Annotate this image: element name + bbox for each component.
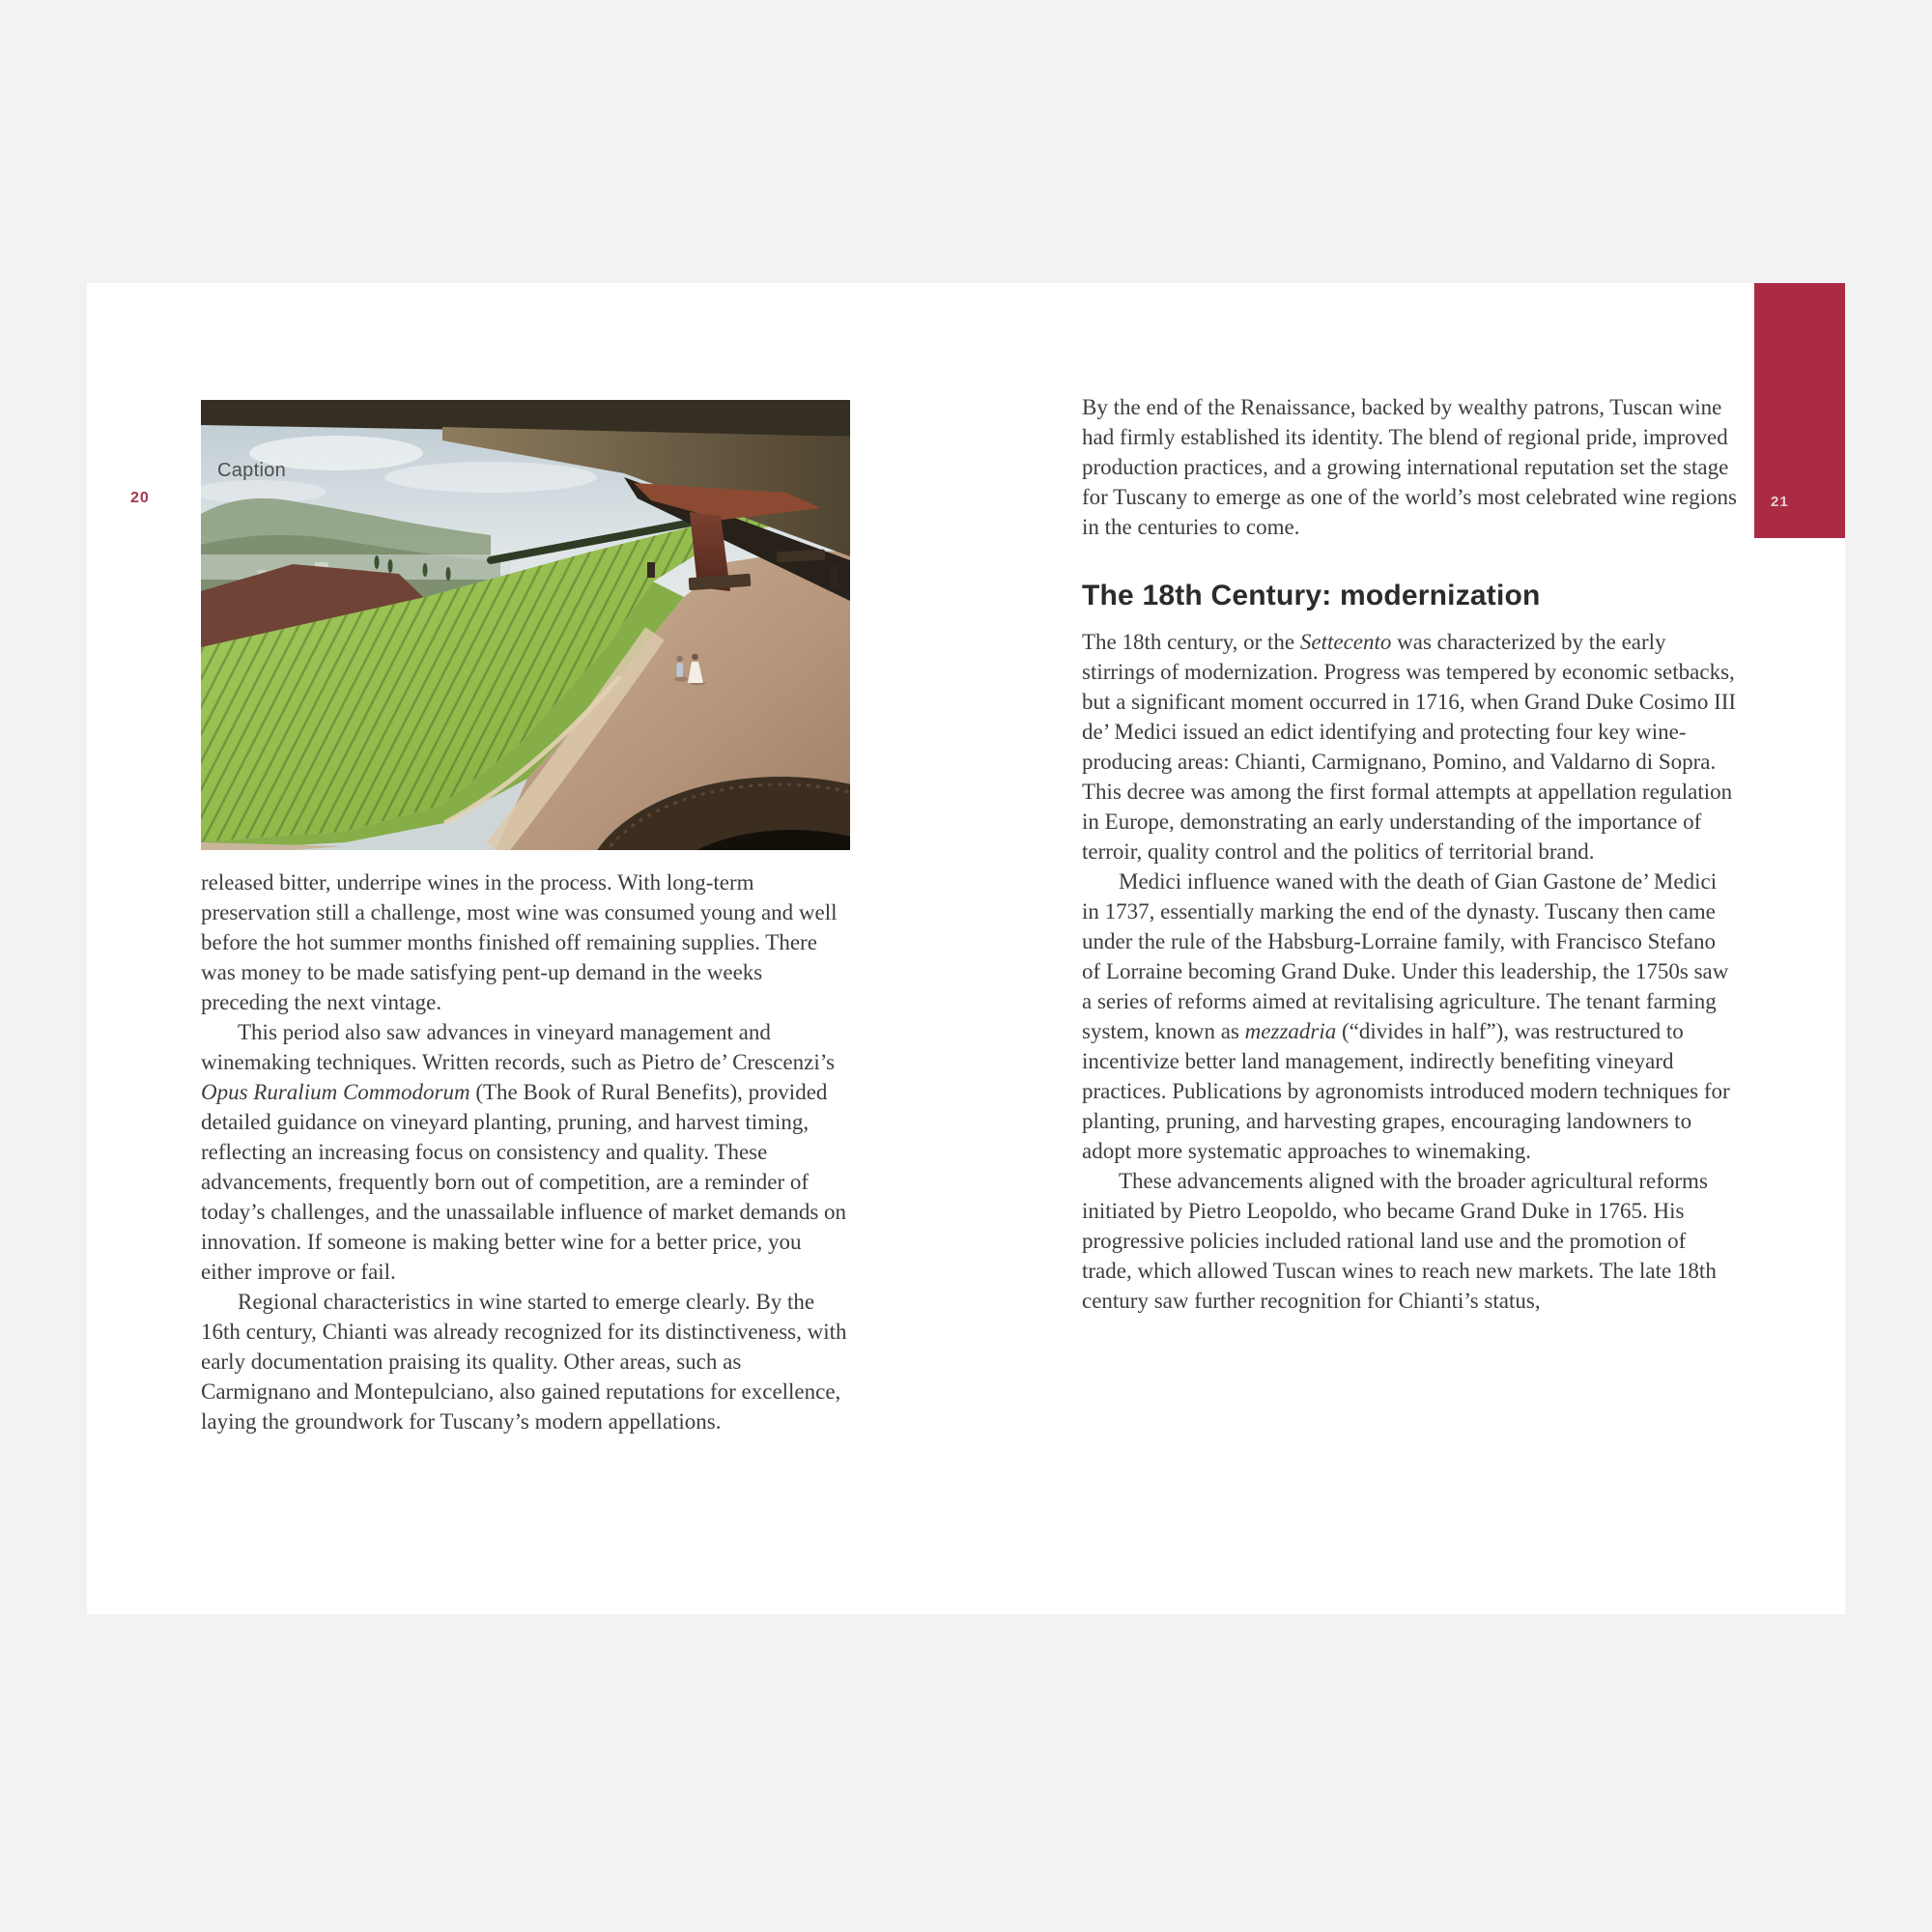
book-page-spread [87, 283, 1845, 1614]
body-paragraph: By the end of the Renaissance, backed by wealthy patrons, Tuscan wine had firmly established its identity. The blend of regional pride, improved production practices, and a growing international reputation set the stage for Tuscany to emerge as one of the world’s most celebrated wine regions in the centuries to come. [1082, 395, 1737, 539]
body-paragraph: The 18th century, or the Settecento was characterized by the early stirrings of modernization. Progress was tempered by economic setbacks, but a significant moment occurred in 1716, when Grand Duke Cosimo III de’ Medici issued an edict identifying and protecting four key wine-producing areas: Chianti, Carmignano, Pomino, and Valdarno di Sopra. This decree was among the first formal attempts at appellation regulation in Europe, demonstrating an early understanding of the importance of terroir, quality control and the politics of territorial brand. [1082, 630, 1737, 864]
left-text-column [201, 867, 854, 1436]
body-paragraph: Medici influence waned with the death of Gian Gastone de’ Medici in 1737, essentially marking the end of the dynasty. Tuscany then came under the rule of the Habsburg-Lorraine family, with Francisco Stefano of Lorraine becoming Grand Duke. Under this leadership, the 1750s saw a series of reforms aimed at revitalising agriculture. The tenant farming system, known as mezzadria (“divides in half”), was restructured to incentivize better land management, indirectly benefiting vineyard practices. Publications by agronomists introduced modern techniques for planting, pruning, and harvesting grapes, encouraging landowners to adopt more systematic approaches to winemaking. [1082, 869, 1730, 1163]
body-paragraph: released bitter, underripe wines in the process. With long-term preservation still a challenge, most wine was consumed young and well before the hot summer months finished off remaining supplies. There was money to be made satisfying pent-up demand in the weeks preceding the next vintage. [201, 870, 838, 1014]
body-paragraph: This period also saw advances in vineyard management and winemaking techniques. Written records, such as Pietro de’ Crescenzi’s Opus Ruralium Commodorum (The Book of Rural Benefits), provided detailed guidance on vineyard planting, pruning, and harvest timing, reflecting an increasing focus on consistency and quality. These advancements, frequently born out of competition, are a reminder of today’s challenges, and the unassailable influence of market demands on innovation. If someone is making better wine for a better price, you either improve or fail. [201, 1020, 847, 1284]
vineyard-photo [201, 400, 850, 850]
right-page-number: 21 [1771, 494, 1789, 510]
right-text-column [1082, 392, 1737, 1316]
body-paragraph: These advancements aligned with the broader agricultural reforms initiated by Pietro Leopoldo, who became Grand Duke in 1765. His progressive policies included rational land use and the promotion of trade, which allowed Tuscan wines to reach new markets. The late 18th century saw further recognition for Chianti’s status, [1082, 1169, 1717, 1313]
section-heading: The 18th Century: modernization [1082, 580, 1541, 611]
chapter-tab-bar [1754, 283, 1845, 538]
vineyard-photo-illustration [201, 400, 850, 850]
photo-caption: Caption [217, 460, 287, 481]
left-page-number: 20 [130, 490, 150, 506]
body-paragraph: Regional characteristics in wine started to emerge clearly. By the 16th century, Chianti was already recognized for its distinctiveness, with early documentation praising its quality. Other areas, such as Carmignano and Montepulciano, also gained reputations for excellence, laying the groundwork for Tuscany’s modern appellations. [201, 1290, 847, 1434]
